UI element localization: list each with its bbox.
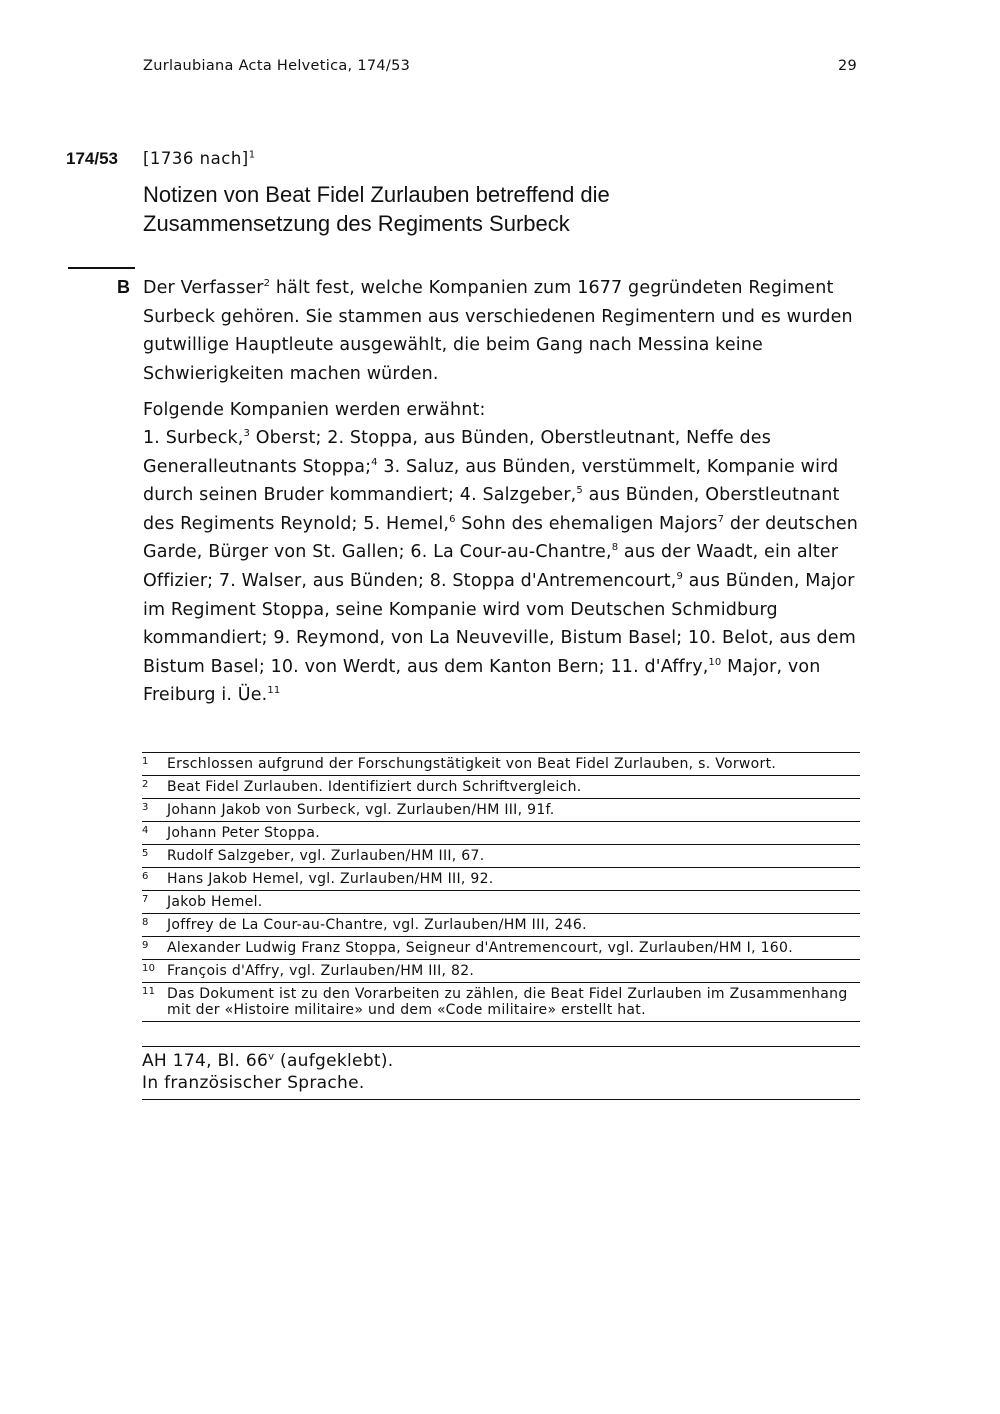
text-run: aus Bünden, Oberstleutnant des Regiments Reynold; 5. Hemel, <box>143 485 840 534</box>
language-line: In französischer Sprache. <box>142 1073 365 1093</box>
footnote-ref: 3 <box>243 428 251 440</box>
page-header <box>143 58 857 82</box>
text-run: Sohn des ehemaligen Majors <box>455 513 718 534</box>
text-run: 1. Surbeck, <box>143 428 244 448</box>
title-line: Notizen von Beat Fidel Zurlauben betreffend die <box>143 182 610 207</box>
source-suffix: (aufgeklebt). <box>274 1051 394 1071</box>
footnote-ref: 2 <box>263 278 271 290</box>
footnote-text: Rudolf Salzgeber, vgl. Zurlauben/HM III, 67. <box>167 848 485 864</box>
footnote-text: François d'Affry, vgl. Zurlauben/HM III, 82. <box>167 963 475 979</box>
document-number: 174/53 <box>66 149 118 168</box>
summary-paragraph <box>143 274 863 388</box>
footnote-text: Jakob Hemel. <box>167 894 263 910</box>
footnote-ref: 8 <box>611 542 619 554</box>
text-run: Oberst; 2. Stoppa, aus Bünden, Oberstleutnant, Neffe des Generalleutnants Stoppa; <box>143 428 771 477</box>
footnote-text: Alexander Ludwig Franz Stoppa, Seigneur d'Antremencourt, vgl. Zurlauben/HM I, 160. <box>167 940 793 956</box>
text-run: Der Verfasser <box>143 278 264 298</box>
footnotes <box>142 752 860 1022</box>
footnote-text: Johann Jakob von Surbeck, vgl. Zurlauben/HM III, 91f. <box>167 802 555 818</box>
footnote-number: 2 <box>142 779 149 790</box>
footnote-ref: 7 <box>717 513 725 525</box>
footnote <box>142 776 860 799</box>
document-title <box>143 180 863 238</box>
footnote-text: Joffrey de La Cour-au-Chantre, vgl. Zurlauben/HM III, 246. <box>167 917 587 933</box>
footnote-text: Hans Jakob Hemel, vgl. Zurlauben/HM III, 92. <box>167 871 494 887</box>
document-date <box>143 149 256 168</box>
page-number: 29 <box>837 58 857 74</box>
footnote <box>142 868 860 891</box>
date-text: [1736 nach] <box>143 149 249 168</box>
footnote-ref: 11 <box>267 685 281 697</box>
footnote <box>142 799 860 822</box>
footnote-number: 1 <box>142 756 149 767</box>
footnote-ref: 9 <box>676 571 683 583</box>
footnote-number: 4 <box>142 825 149 836</box>
source-note <box>142 1046 860 1100</box>
footnote-text: Johann Peter Stoppa. <box>167 825 320 841</box>
text-run: aus der Waadt, ein alter Offizier; 7. Walser, aus Bünden; 8. Stoppa d'Antremencourt, <box>143 542 839 591</box>
footnote <box>142 822 860 845</box>
footnote-number: 9 <box>142 940 149 951</box>
footnote <box>142 891 860 914</box>
footnote-number: 10 <box>142 963 156 974</box>
footnote-number: 5 <box>142 848 149 859</box>
footnote <box>142 937 860 960</box>
section-rule <box>68 267 135 269</box>
source-sup: v <box>268 1051 275 1063</box>
footnote-text: Beat Fidel Zurlauben. Identifiziert durch Schriftvergleich. <box>167 779 582 795</box>
footnote-ref: 4 <box>371 456 378 468</box>
source-line <box>142 1050 860 1072</box>
footnote-ref: 10 <box>708 656 722 668</box>
section-marker: B <box>117 277 130 297</box>
footnote <box>142 914 860 937</box>
text-run: hält fest, welche Kompanien zum 1677 gegründeten Regiment Surbeck gehören. Sie stammen aus verschiedenen Regimentern und es wurden gutwillige Hauptleute ausgewählt, die beim Gang nach Messina keine Schwierigkeiten machen würden. <box>143 278 853 384</box>
text-run: aus Bünden, Major im Regiment Stoppa, seine Kompanie wird vom Deutschen Schmidburg kommandiert; 9. Reymond, von La Neuveville, Bistum Basel; 10. Belot, aus dem Bistum Basel; 10. von Werdt, aus dem Kanton Bern; 11. d'Affry, <box>143 570 856 677</box>
footnote-ref: 1 <box>248 149 256 161</box>
text-run: der deutschen Garde, Bürger von St. Gallen; 6. La Cour-au-Chantre, <box>143 513 858 563</box>
text-run: 3. Saluz, aus Bünden, verstümmelt, Kompanie wird durch seinen Bruder kommandiert; 4. Salzgeber, <box>143 456 839 506</box>
companies-paragraph <box>143 424 863 710</box>
text-run: Major, von Freiburg i. Üe. <box>143 656 821 706</box>
footnote <box>142 753 860 776</box>
title-line: Zusammensetzung des Regiments Surbeck <box>143 211 570 236</box>
footnote-ref: 5 <box>576 485 583 497</box>
footnote <box>142 845 860 868</box>
footnote-number: 7 <box>142 894 149 905</box>
footnote <box>142 960 860 983</box>
footnote-ref: 6 <box>449 513 456 525</box>
footnote-text: Das Dokument ist zu den Vorarbeiten zu zählen, die Beat Fidel Zurlauben im Zusammenhang mit der «Histoire militaire» und dem «Code militaire» erstellt hat. <box>167 986 848 1018</box>
list-intro: Folgende Kompanien werden erwähnt: <box>143 400 486 420</box>
running-title: Zurlaubiana Acta Helvetica, 174/53 <box>143 58 411 74</box>
source-shelfmark: AH 174, Bl. 66 <box>142 1051 269 1071</box>
footnote-number: 3 <box>142 802 149 813</box>
footnote-number: 8 <box>142 917 149 928</box>
footnote-text: Erschlossen aufgrund der Forschungstätigkeit von Beat Fidel Zurlauben, s. Vorwort. <box>167 756 777 772</box>
footnote-number: 11 <box>142 986 156 997</box>
footnote-number: 6 <box>142 871 149 882</box>
footnote <box>142 983 860 1022</box>
